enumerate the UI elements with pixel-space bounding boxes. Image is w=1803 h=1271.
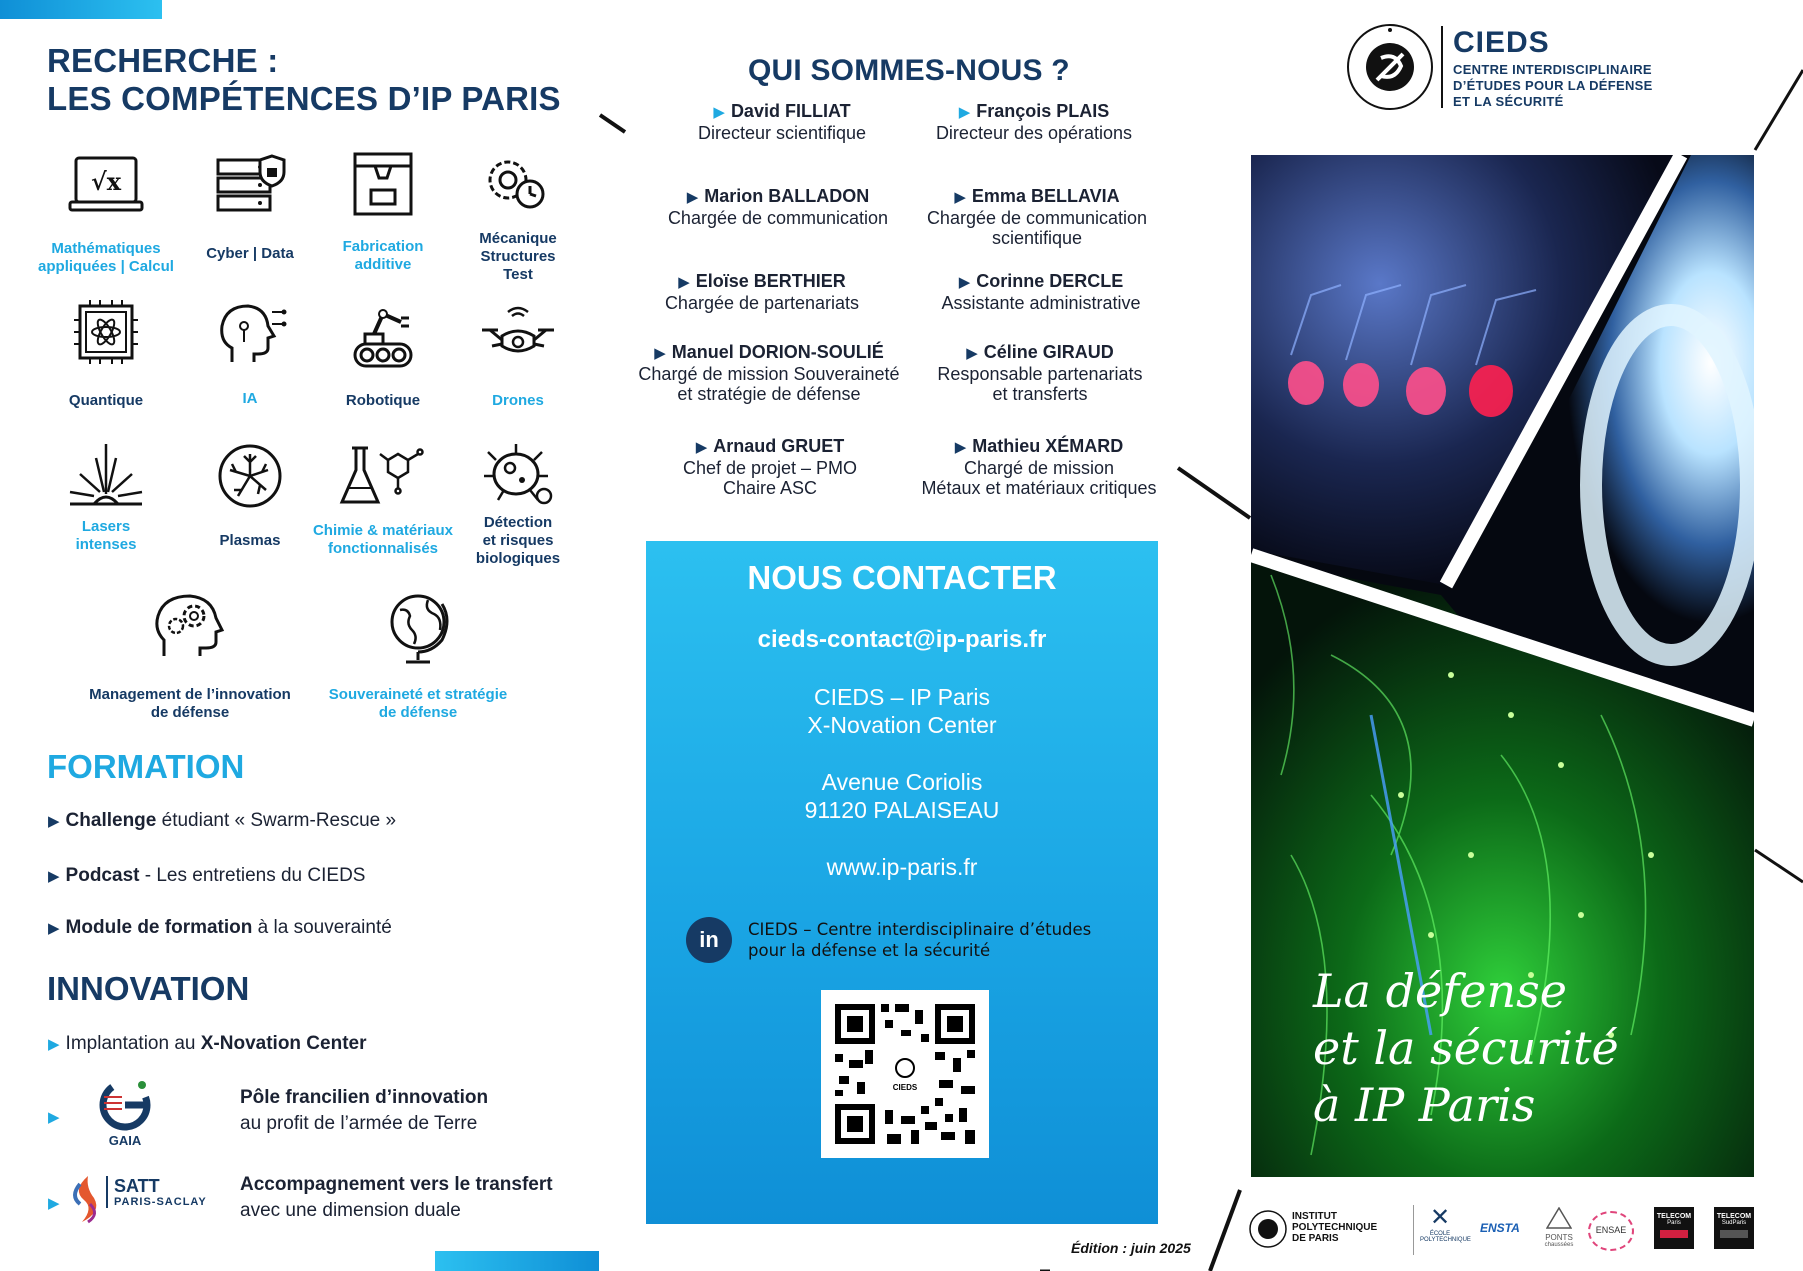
ipp-logo-line3: DE PARIS: [1292, 1233, 1339, 1244]
gaia-logo-text: GAIA: [108, 1133, 142, 1148]
ipp-logo-line2: POLYTECHNIQUE: [1292, 1222, 1378, 1233]
contact-address-line1: Avenue Coriolis: [821, 769, 983, 795]
contact-email[interactable]: cieds-contact@ip-paris.fr: [757, 626, 1047, 653]
formation-title: FORMATION: [47, 748, 245, 785]
formation-item-text: étudiant « Swarm-Rescue »: [156, 810, 397, 831]
contact-website[interactable]: www.ip-paris.fr: [826, 854, 978, 880]
satt-logo-mark: [70, 1174, 104, 1224]
contact-address-line2: 91120 PALAISEAU: [804, 797, 1000, 823]
linkedin-line2: pour la défense et la sécurité: [748, 941, 991, 960]
bullet-arrow-icon: ▶: [713, 104, 725, 121]
page-title-line1: RECHERCHE :: [47, 42, 279, 79]
bullet-arrow-icon: ▶: [48, 1109, 60, 1126]
bullet-arrow-icon: ▶: [48, 868, 60, 885]
tp-logo-line2: Paris: [1667, 1220, 1681, 1226]
innovation-item: [48, 1033, 367, 1055]
cieds-sub-line2: D’ÉTUDES POUR LA DÉFENSE: [1453, 78, 1653, 93]
formation-item: [48, 917, 392, 939]
member-role: et transferts: [992, 384, 1088, 404]
competence-label: Drones: [492, 392, 544, 409]
globe-icon: [378, 590, 458, 666]
member-role: Chargé de mission: [963, 458, 1115, 478]
competence-label: Robotique: [345, 392, 421, 409]
satt-row: [48, 1168, 608, 1238]
linkedin-line1: CIEDS – Centre interdisciplinaire d’études: [748, 920, 1092, 939]
bullet-arrow-icon: ▶: [48, 1036, 60, 1053]
cover-title-line2: et la sécurité: [1313, 1021, 1619, 1075]
member-role: Responsable partenariats: [937, 364, 1143, 384]
cover-photo-collage: [1251, 155, 1754, 1177]
member-name: Corinne DERCLE: [976, 271, 1124, 291]
competence-label: fonctionnalisés: [327, 540, 439, 557]
member-name: Arnaud GRUET: [713, 436, 845, 456]
member-role: Assistante administrative: [941, 293, 1141, 313]
ponts-logo-line1: PONTS: [1545, 1233, 1573, 1242]
bullet-arrow-icon: ▶: [958, 104, 971, 121]
competence-label: IA: [242, 390, 258, 407]
page-title-line2: LES COMPÉTENCES D’IP PARIS: [47, 80, 561, 117]
ensae-logo-text: ENSAE: [1595, 1225, 1627, 1235]
ai-head-icon: [210, 298, 290, 370]
ensae-logo: [1588, 1211, 1634, 1251]
page-title: [47, 42, 561, 118]
member-name: Eloïse BERTHIER: [695, 271, 846, 291]
competence-ia: [175, 298, 325, 408]
ponts-logo-line2: chaussées: [1544, 1242, 1574, 1248]
team-member: [617, 271, 907, 313]
competence-label: de défense: [378, 704, 458, 721]
chemistry-flask-icon: [338, 440, 428, 512]
competence-chimie: [308, 440, 458, 558]
satt-logo-text: SATT: [114, 1176, 160, 1196]
ponts-logo: [1538, 1207, 1580, 1249]
contact-org-line1: CIEDS – IP Paris: [814, 684, 990, 710]
bullet-arrow-icon: ▶: [958, 274, 971, 291]
competence-robotique: [308, 300, 458, 410]
team-title: QUI SOMMES-NOUS ?: [748, 54, 1070, 87]
gaia-logo: [90, 1075, 160, 1151]
team-member: [896, 271, 1186, 313]
x-logo-line2: POLYTECHNIQUE: [1420, 1237, 1471, 1243]
competence-label: Structures: [480, 248, 556, 265]
competence-cyber: [175, 150, 325, 263]
competence-label: biologiques: [475, 550, 561, 567]
cyber-server-icon: [210, 150, 290, 220]
member-name: Mathieu XÉMARD: [972, 436, 1124, 456]
bullet-arrow-icon: ▶: [48, 920, 60, 937]
member-role: Chef de projet – PMO: [682, 458, 858, 478]
member-role: Métaux et matériaux critiques: [921, 478, 1157, 498]
cover-title-line3: à IP Paris: [1313, 1078, 1536, 1132]
ensta-logo: ENSTA: [1480, 1221, 1520, 1235]
member-name: François PLAIS: [976, 101, 1110, 121]
competence-mecanique: [443, 150, 593, 284]
qr-code-icon: [821, 990, 989, 1158]
tsp-logo-line2: SudParis: [1721, 1220, 1747, 1226]
team-member: [624, 342, 914, 404]
qr-label: CIEDS: [892, 1083, 918, 1092]
bullet-arrow-icon: ▶: [686, 189, 699, 206]
ipp-seal-logo: [1345, 22, 1435, 112]
competence-label: Plasmas: [219, 532, 281, 549]
bullet-arrow-icon: ▶: [48, 813, 60, 830]
team-member: [894, 436, 1184, 498]
gaia-row: [48, 1075, 568, 1155]
team-member: [892, 186, 1182, 248]
innovation-item-bold: X-Novation Center: [200, 1033, 367, 1054]
bacteria-icon: [478, 440, 558, 512]
contact-org-line2: X-Novation Center: [807, 712, 997, 738]
telecom-paris-logo: [1654, 1207, 1694, 1249]
competence-souverainete: [318, 590, 518, 722]
linkedin-link[interactable]: [686, 917, 1146, 967]
ponts-triangle-icon: [1546, 1207, 1572, 1229]
member-role: Chargée de communication: [926, 208, 1148, 228]
bullet-arrow-icon: ▶: [48, 1195, 60, 1212]
contact-box: [646, 541, 1158, 1224]
bullet-arrow-icon: ▶: [678, 274, 690, 291]
bullet-arrow-icon: ▶: [695, 439, 708, 456]
formation-item-text: à la souverainté: [252, 917, 392, 938]
competence-label: Test: [503, 266, 533, 283]
member-role: Directeur des opérations: [935, 123, 1133, 143]
competence-label: Management de l’innovation: [89, 686, 291, 703]
team-member: [637, 101, 927, 143]
qr-code[interactable]: [821, 990, 989, 1158]
robot-icon: [343, 300, 423, 372]
competence-label: Lasers: [81, 518, 131, 535]
member-role: Chargée de communication: [667, 208, 889, 228]
competence-management: [65, 590, 315, 722]
member-role: Chargé de mission Souveraineté: [638, 364, 900, 384]
innovation-title: INNOVATION: [47, 970, 250, 1007]
x-logo-icon: ✕: [1429, 1204, 1451, 1231]
gears-clock-icon: [478, 150, 558, 220]
edition-note: Édition : juin 2025: [1071, 1240, 1191, 1256]
drone-icon: [478, 300, 558, 372]
bullet-arrow-icon: ▶: [966, 345, 978, 362]
competence-label: Souveraineté et stratégie: [328, 686, 508, 703]
cover-title: [1313, 963, 1619, 1134]
satt-line1: Accompagnement vers le transfert: [240, 1174, 553, 1195]
tp-logo-line1: TELECOM: [1656, 1213, 1692, 1220]
formation-item: [48, 865, 365, 887]
cieds-sub-line1: CENTRE INTERDISCIPLINAIRE: [1453, 62, 1652, 77]
cieds-sub-line3: ET LA SÉCURITÉ: [1453, 94, 1564, 109]
team-member: [889, 101, 1179, 143]
competence-plasmas: [175, 440, 325, 550]
3d-printer-icon: [343, 150, 423, 220]
formation-item: [48, 810, 396, 832]
member-name: Marion BALLADON: [704, 186, 870, 206]
innovation-item-text: Implantation au: [65, 1033, 201, 1054]
competence-label: Mathématiques: [51, 240, 161, 257]
competence-label: additive: [354, 256, 412, 273]
competence-quantique: [31, 298, 181, 410]
team-member: [633, 186, 923, 228]
tsp-logo-bar: [1720, 1230, 1748, 1238]
contact-title: NOUS CONTACTER: [747, 559, 1057, 596]
ipp-logo-line1: INSTITUT: [1292, 1211, 1337, 1222]
competence-math: [31, 152, 181, 276]
competence-label: Quantique: [68, 392, 144, 409]
competence-label: Mécanique: [479, 230, 557, 247]
formation-item-bold: Challenge: [65, 810, 157, 831]
member-role: Chaire ASC: [722, 478, 818, 498]
linkedin-icon: in: [686, 917, 732, 963]
svg-text:√x: √x: [90, 167, 122, 196]
team-member: [895, 342, 1185, 404]
member-name: David FILLIAT: [730, 101, 851, 121]
laser-icon: [66, 440, 146, 512]
competence-label: de défense: [150, 704, 230, 721]
plasma-icon: [210, 440, 290, 512]
formation-item-bold: Podcast: [65, 865, 140, 886]
bullet-arrow-icon: ▶: [654, 345, 666, 362]
formation-item-text: - Les entretiens du CIEDS: [139, 865, 366, 886]
x-logo-line1: ÉCOLE: [1429, 1231, 1451, 1237]
math-screen-icon: [66, 152, 146, 222]
competence-label: Détection: [483, 514, 553, 531]
quantum-chip-icon: [66, 298, 146, 370]
competence-label: appliquées | Calcul: [38, 258, 174, 275]
competence-label: Fabrication: [342, 238, 424, 255]
bullet-arrow-icon: ▶: [954, 189, 966, 206]
competence-drones: [443, 300, 593, 410]
bullet-arrow-icon: ▶: [954, 439, 967, 456]
gaia-line1: Pôle francilien d’innovation: [240, 1087, 489, 1108]
team-member: [625, 436, 915, 498]
formation-item-bold: Module de formation: [65, 917, 253, 938]
member-name: Céline GIRAUD: [983, 342, 1114, 362]
satt-logo-subtext: PARIS-SACLAY: [114, 1196, 207, 1208]
member-role: Directeur scientifique: [697, 123, 867, 143]
competence-label: Cyber | Data: [206, 245, 294, 262]
competence-label: et risques: [482, 532, 554, 549]
competence-detection: [443, 440, 593, 568]
member-role: et stratégie de défense: [677, 384, 861, 404]
member-name: Emma BELLAVIA: [971, 186, 1120, 206]
x-logo: [1420, 1204, 1471, 1243]
ipp-seal-small-icon: [1248, 1209, 1288, 1249]
member-name: Manuel DORION-SOULIÉ: [671, 342, 884, 362]
innovation-head-icon: [150, 590, 230, 662]
competence-fabrication: [308, 150, 458, 274]
cover-title-line1: La défense: [1313, 964, 1567, 1018]
tsp-logo-line1: TELECOM: [1716, 1213, 1752, 1220]
cieds-name: CIEDS: [1453, 26, 1550, 59]
gaia-line2: au profit de l’armée de Terre: [240, 1113, 478, 1134]
satt-line2: avec une dimension duale: [240, 1200, 461, 1221]
member-role: Chargée de partenariats: [664, 293, 860, 313]
competence-label: intenses: [75, 536, 137, 553]
competence-label: Chimie & matériaux: [312, 522, 454, 539]
telecom-sudparis-logo: [1714, 1207, 1754, 1249]
tp-logo-bar: [1660, 1230, 1688, 1238]
member-role: scientifique: [991, 228, 1083, 248]
cieds-brand: [1345, 22, 1665, 117]
partner-logos: [1248, 1205, 1768, 1265]
competence-lasers: [31, 440, 181, 554]
